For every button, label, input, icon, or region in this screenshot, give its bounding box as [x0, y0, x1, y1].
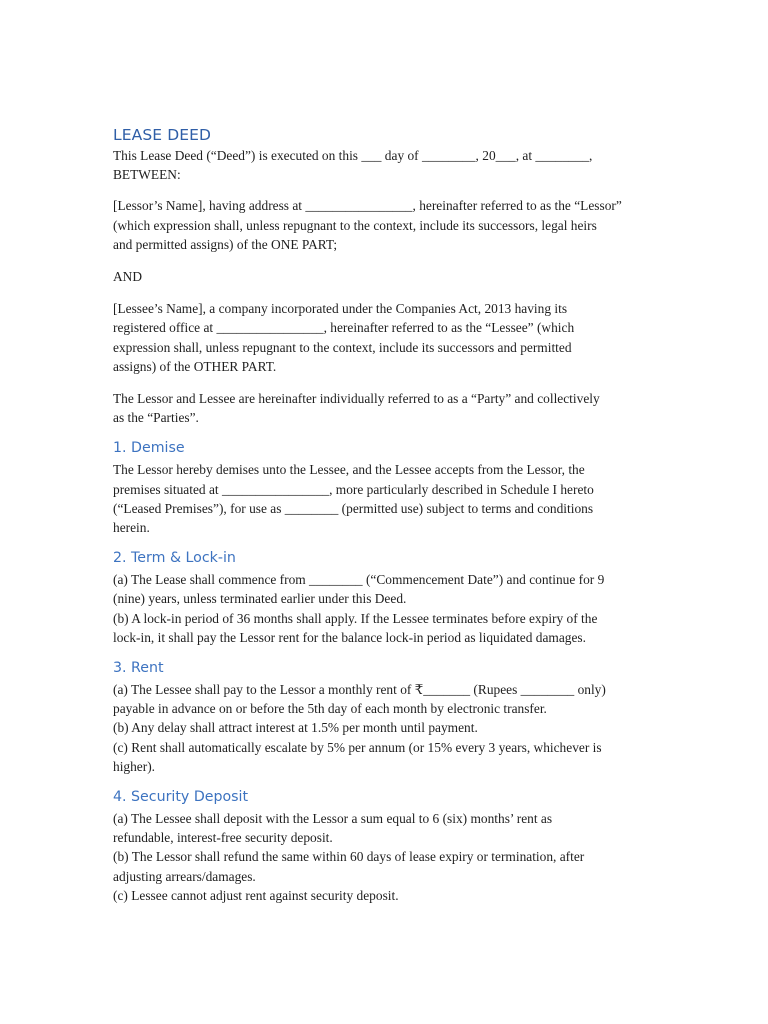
lessor-line: and permitted assigns) of the ONE PART;	[113, 236, 338, 252]
section-line: (b) The Lessor shall refund the same within 60 days of lease expiry or termination, after	[113, 849, 585, 865]
section-line: payable in advance on or before the 5th day of each month by electronic transfer.	[113, 701, 547, 717]
section-body-rent	[113, 680, 658, 776]
section-line: lock-in, it shall pay the Lessor rent for the balance lock-in period as liquidated damages.	[113, 629, 586, 645]
section-line: (“Leased Premises”), for use as ________ (permitted use) subject to terms and conditions	[113, 500, 594, 516]
section-line: premises situated at ________________, more particularly described in Schedule I hereto	[113, 481, 594, 497]
section-line: higher).	[113, 758, 156, 774]
document-title: LEASE DEED	[113, 126, 212, 144]
lessee-line: assigns) of the OTHER PART.	[113, 358, 277, 374]
lessee-line: [Lessee’s Name], a company incorporated under the Companies Act, 2013 having its	[113, 301, 568, 317]
section-line: (c) Lessee cannot adjust rent against security deposit.	[113, 887, 399, 903]
and-separator: AND	[113, 269, 143, 285]
section-body-demise	[113, 460, 658, 537]
lessee-line: expression shall, unless repugnant to the context, include its successors and permitted	[113, 339, 572, 355]
section-line: (nine) years, unless terminated earlier under this Deed.	[113, 591, 407, 607]
section-line: refundable, interest-free security deposit.	[113, 830, 333, 846]
section-body-security-deposit	[113, 809, 658, 905]
section-body-term-lock-in	[113, 570, 658, 647]
section-heading-term-lock-in: 2. Term & Lock-in	[113, 550, 236, 567]
section-line: (c) Rent shall automatically escalate by 5% per annum (or 15% every 3 years, whichever is	[113, 739, 602, 755]
section-line: (a) The Lessee shall deposit with the Lessor a sum equal to 6 (six) months’ rent as	[113, 811, 553, 827]
lessor-paragraph	[113, 196, 658, 254]
section-line: The Lessor hereby demises unto the Lessee, and the Lessee accepts from the Lessor, the	[113, 462, 585, 478]
lessor-line: [Lessor’s Name], having address at ________________, hereinafter referred to as the “Lessor”	[113, 198, 622, 214]
lessee-line: registered office at ________________, hereinafter referred to as the “Lessee” (which	[113, 320, 575, 336]
parties-paragraph	[113, 389, 658, 427]
parties-line: The Lessor and Lessee are hereinafter individually referred to as a “Party” and collectively	[113, 391, 600, 407]
section-line: (b) Any delay shall attract interest at 1.5% per month until payment.	[113, 720, 478, 736]
section-line: (b) A lock-in period of 36 months shall apply. If the Lessee terminates before expiry of the	[113, 610, 598, 626]
intro-line: BETWEEN:	[113, 167, 181, 183]
intro-line: This Lease Deed (“Deed”) is executed on this ___ day of ________, 20___, at ________,	[113, 148, 593, 163]
lease-deed-page	[113, 124, 658, 905]
section-heading-rent: 3. Rent	[113, 660, 164, 677]
parties-line: as the “Parties”.	[113, 410, 199, 426]
lessor-line: (which expression shall, unless repugnant to the context, include its successors, legal heirs	[113, 217, 597, 233]
section-heading-demise: 1. Demise	[113, 440, 185, 457]
section-line: herein.	[113, 520, 150, 536]
lessee-paragraph	[113, 299, 658, 376]
section-heading-security-deposit: 4. Security Deposit	[113, 789, 249, 806]
section-line: adjusting arrears/damages.	[113, 868, 256, 884]
section-line: (a) The Lease shall commence from ________ (“Commencement Date”) and continue for 9	[113, 572, 605, 588]
section-line: (a) The Lessee shall pay to the Lessor a monthly rent of ₹_______ (Rupees ________ only)	[113, 682, 606, 698]
intro-paragraph	[113, 146, 658, 184]
